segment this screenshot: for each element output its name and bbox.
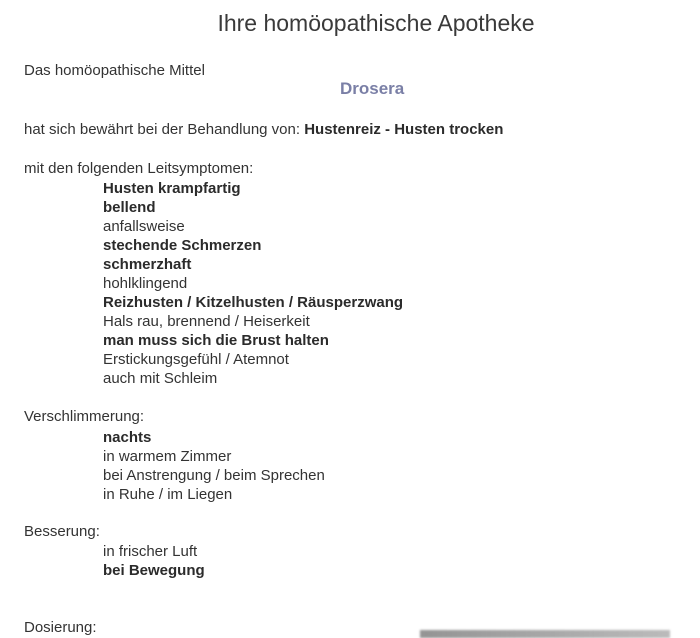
symptom-item: Hals rau, brennend / Heiserkeit bbox=[103, 313, 310, 330]
cut-off-text-smudge bbox=[420, 630, 670, 638]
symptom-item: hohlklingend bbox=[103, 275, 188, 292]
improvement-item: bei Bewegung bbox=[103, 562, 205, 579]
worsening-item: in Ruhe / im Liegen bbox=[103, 486, 233, 503]
symptom-item: bellend bbox=[103, 199, 156, 216]
symptom-item: Erstickungsgefühl / Atemnot bbox=[103, 351, 289, 368]
symptom-item: schmerzhaft bbox=[103, 256, 192, 273]
symptom-item: Reizhusten / Kitzelhusten / Räusperzwang bbox=[103, 294, 404, 311]
indication-condition: Hustenreiz - Husten trocken bbox=[304, 121, 504, 138]
symptoms-label: mit den folgenden Leitsymptomen: bbox=[24, 160, 254, 177]
symptom-item: man muss sich die Brust halten bbox=[103, 332, 329, 349]
symptom-item: stechende Schmerzen bbox=[103, 237, 262, 254]
worsening-item: bei Anstrengung / beim Sprechen bbox=[103, 467, 325, 484]
dosage-label: Dosierung: bbox=[24, 619, 97, 636]
improvement-label: Besserung: bbox=[24, 523, 100, 540]
worsening-label: Verschlimmerung: bbox=[24, 408, 145, 425]
worsening-item: in warmem Zimmer bbox=[103, 448, 232, 465]
improvement-list bbox=[103, 542, 205, 580]
symptoms-list bbox=[103, 179, 403, 388]
page-title: Ihre homöopathische Apotheke bbox=[217, 10, 535, 36]
remedy-name: Drosera bbox=[340, 79, 405, 98]
indication-line bbox=[24, 121, 503, 138]
symptom-item: Husten krampfartig bbox=[103, 180, 241, 197]
symptom-item: anfallsweise bbox=[103, 218, 185, 235]
symptom-item: auch mit Schleim bbox=[103, 370, 218, 387]
worsening-item: nachts bbox=[103, 429, 152, 446]
intro-label: Das homöopathische Mittel bbox=[24, 62, 205, 79]
improvement-item: in frischer Luft bbox=[103, 543, 198, 560]
indication-prefix: hat sich bewährt bei der Behandlung von: bbox=[24, 121, 301, 138]
worsening-list bbox=[103, 428, 325, 504]
